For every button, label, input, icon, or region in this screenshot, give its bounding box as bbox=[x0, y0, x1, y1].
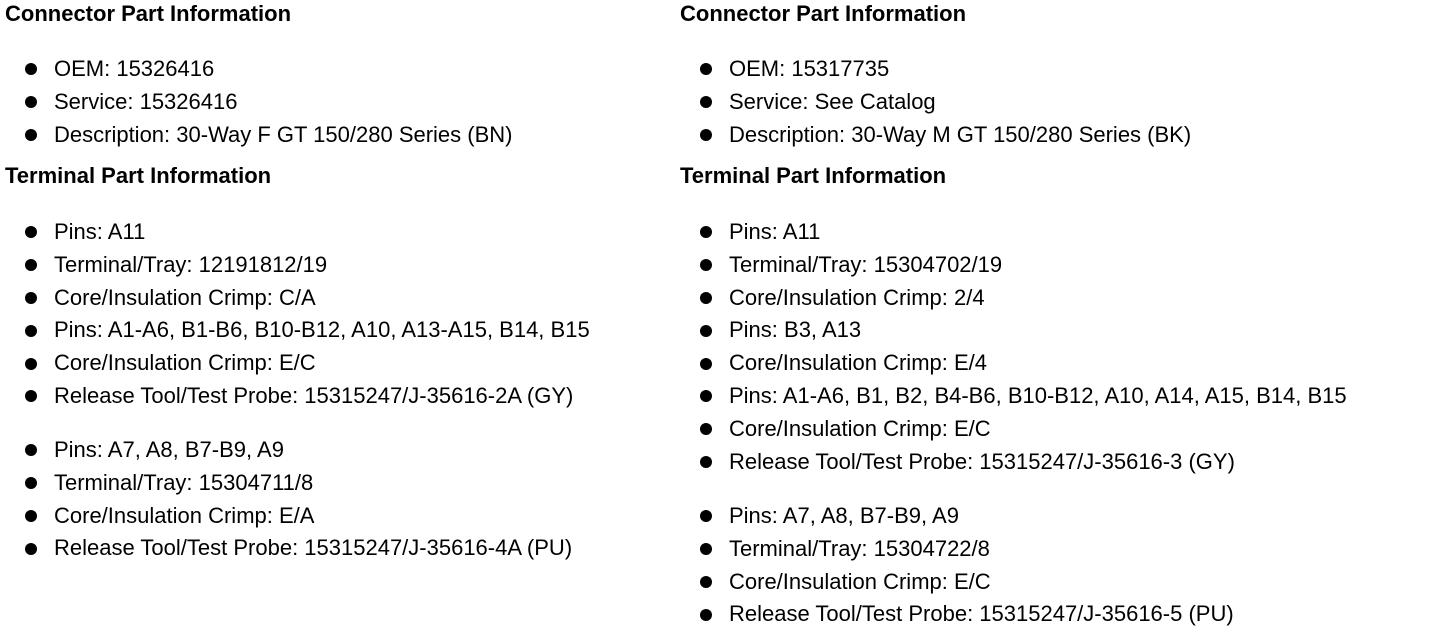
bullet-icon bbox=[700, 423, 712, 435]
list-item bbox=[680, 53, 1191, 86]
list-item bbox=[5, 249, 590, 282]
list-item bbox=[5, 119, 513, 152]
bullet-icon bbox=[700, 609, 712, 621]
list-item bbox=[5, 500, 572, 533]
list-item bbox=[5, 380, 590, 413]
list-item bbox=[5, 347, 590, 380]
list-item-text: Pins: A7, A8, B7-B9, A9 bbox=[54, 437, 284, 462]
bullet-icon bbox=[25, 63, 37, 75]
bullet-icon bbox=[700, 259, 712, 271]
list-item bbox=[680, 380, 1347, 413]
list-item bbox=[680, 119, 1191, 152]
bullet-icon bbox=[25, 259, 37, 271]
list-item bbox=[680, 533, 1234, 566]
connector-part-heading: Connector Part Information bbox=[680, 1, 967, 26]
list-item-text: Release Tool/Test Probe: 15315247/J-35616-3 (GY) bbox=[729, 448, 1235, 474]
list-item bbox=[680, 282, 1347, 315]
bullet-icon bbox=[700, 510, 712, 522]
bullet-icon bbox=[700, 456, 712, 468]
list-item bbox=[5, 216, 590, 249]
list-item bbox=[5, 86, 513, 119]
list-item-text: Release Tool/Test Probe: 15315247/J-35616-2A (GY) bbox=[54, 382, 574, 408]
list-item-text: Core/Insulation Crimp: E/C bbox=[729, 415, 991, 441]
list-item bbox=[5, 434, 572, 467]
list-item-text: Terminal/Tray: 15304711/8 bbox=[54, 469, 314, 495]
bullet-icon bbox=[700, 63, 712, 75]
list-item-text: Core/Insulation Crimp: E/C bbox=[729, 568, 991, 594]
bullet-icon bbox=[25, 325, 37, 337]
bullet-icon bbox=[700, 96, 712, 108]
connector-part-list bbox=[680, 53, 1191, 151]
list-item-text: Pins: A11 bbox=[54, 219, 146, 244]
list-item-text: Pins: A11 bbox=[729, 219, 821, 244]
bullet-icon bbox=[25, 226, 37, 238]
list-item-text: OEM: 15317735 bbox=[729, 56, 890, 81]
list-item-text: Core/Insulation Crimp: E/C bbox=[54, 350, 316, 376]
list-item-text: OEM: 15326416 bbox=[54, 56, 215, 81]
bullet-icon bbox=[700, 325, 712, 337]
list-item bbox=[680, 347, 1347, 380]
terminal-part-heading: Terminal Part Information bbox=[680, 163, 947, 188]
list-item-text: Pins: A7, A8, B7-B9, A9 bbox=[729, 503, 959, 528]
bullet-icon bbox=[700, 543, 712, 555]
bullet-icon bbox=[25, 477, 37, 489]
list-item bbox=[680, 446, 1347, 479]
terminal-part-list-group-1 bbox=[680, 216, 1347, 478]
bullet-icon bbox=[25, 543, 37, 555]
terminal-part-list-group-2 bbox=[680, 500, 1234, 631]
list-item-text: Service: 15326416 bbox=[54, 88, 238, 114]
list-item-text: Description: 30-Way M GT 150/280 Series (BK) bbox=[729, 121, 1192, 147]
bullet-icon bbox=[700, 358, 712, 370]
list-item-text: Terminal/Tray: 12191812/19 bbox=[54, 251, 328, 277]
bullet-icon bbox=[25, 96, 37, 108]
list-item bbox=[5, 532, 572, 565]
list-item bbox=[5, 467, 572, 500]
bullet-icon bbox=[25, 510, 37, 522]
bullet-icon bbox=[25, 129, 37, 141]
terminal-part-list-group-2 bbox=[5, 434, 572, 565]
terminal-part-list-group-1 bbox=[5, 216, 590, 413]
list-item-text: Description: 30-Way F GT 150/280 Series (BN) bbox=[54, 121, 513, 147]
connector-part-heading: Connector Part Information bbox=[5, 1, 292, 26]
list-item bbox=[5, 53, 513, 86]
list-item bbox=[680, 86, 1191, 119]
list-item-text: Pins: B3, A13 bbox=[729, 317, 862, 343]
list-item-text: Core/Insulation Crimp: C/A bbox=[54, 284, 316, 310]
bullet-icon bbox=[700, 390, 712, 402]
bullet-icon bbox=[25, 390, 37, 402]
list-item-text: Core/Insulation Crimp: 2/4 bbox=[729, 284, 985, 310]
list-item bbox=[680, 216, 1347, 249]
list-item bbox=[5, 314, 590, 347]
bullet-icon bbox=[25, 292, 37, 304]
bullet-icon bbox=[700, 576, 712, 588]
list-item-text: Release Tool/Test Probe: 15315247/J-35616-5 (PU) bbox=[729, 601, 1234, 627]
list-item-text: Pins: A1-A6, B1-B6, B10-B12, A10, A13-A15, B14, B15 bbox=[54, 317, 590, 343]
bullet-icon bbox=[25, 444, 37, 456]
list-item bbox=[5, 282, 590, 315]
bullet-icon bbox=[700, 292, 712, 304]
list-item-text: Terminal/Tray: 15304702/19 bbox=[729, 251, 1003, 277]
bullet-icon bbox=[700, 226, 712, 238]
list-item bbox=[680, 314, 1347, 347]
list-item bbox=[680, 500, 1234, 533]
list-item-text: Pins: A1-A6, B1, B2, B4-B6, B10-B12, A10, A14, A15, B14, B15 bbox=[729, 382, 1347, 408]
list-item bbox=[680, 413, 1347, 446]
list-item-text: Service: See Catalog bbox=[729, 88, 936, 114]
list-item bbox=[680, 249, 1347, 282]
list-item bbox=[680, 566, 1234, 599]
list-item-text: Core/Insulation Crimp: E/A bbox=[54, 502, 315, 528]
bullet-icon bbox=[25, 358, 37, 370]
list-item-text: Release Tool/Test Probe: 15315247/J-35616-4A (PU) bbox=[54, 535, 573, 561]
list-item bbox=[680, 598, 1234, 631]
list-item-text: Core/Insulation Crimp: E/4 bbox=[729, 350, 987, 376]
connector-part-list bbox=[5, 53, 513, 151]
bullet-icon bbox=[700, 129, 712, 141]
terminal-part-heading: Terminal Part Information bbox=[5, 163, 272, 188]
list-item-text: Terminal/Tray: 15304722/8 bbox=[729, 535, 990, 561]
